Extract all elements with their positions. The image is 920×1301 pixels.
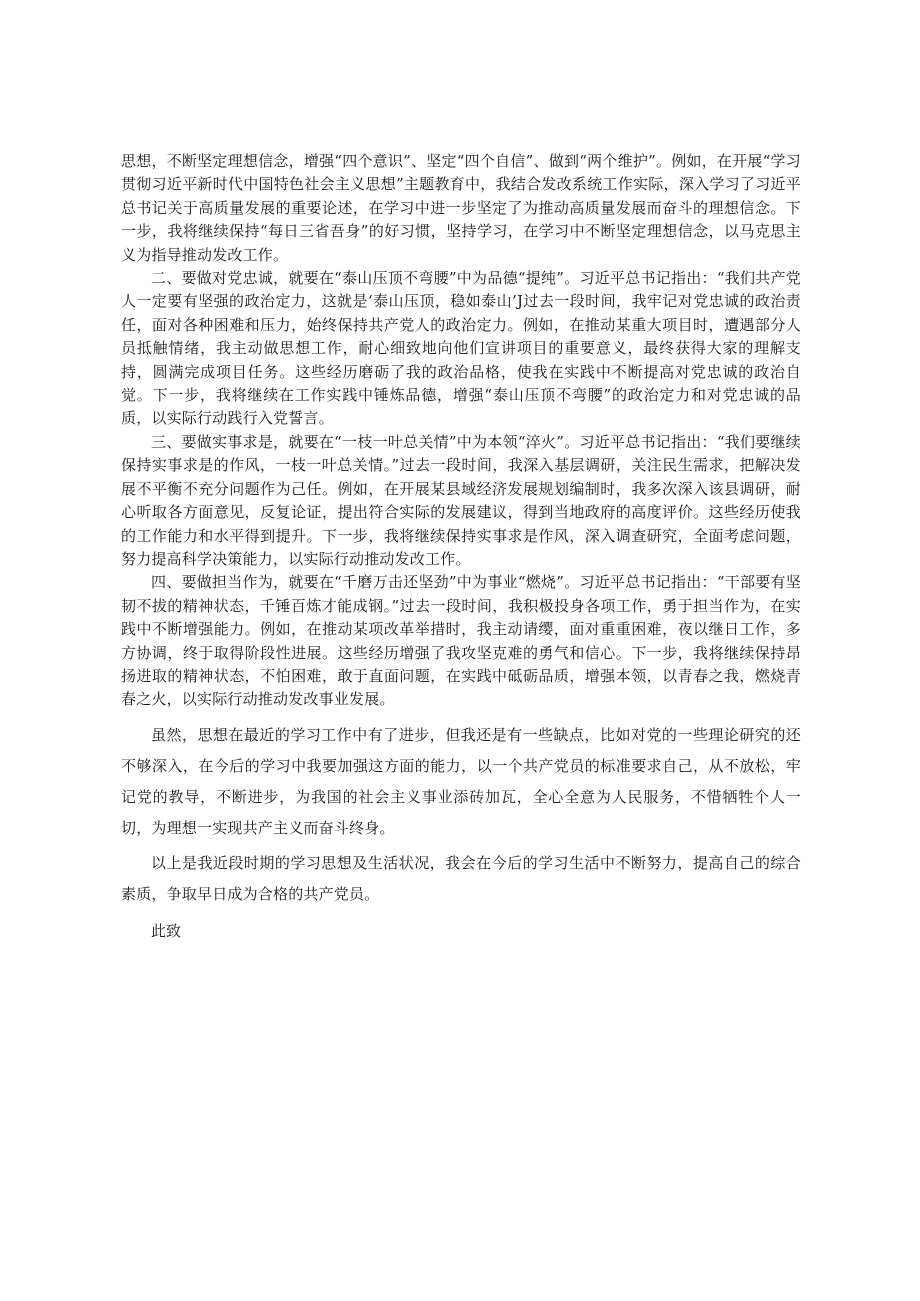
- paragraph-continuation: 思想，不断坚定理想信念，增强“四个意识”、坚定“四个自信”、做到“两个维护”。例如，在开展“学习贯彻习近平新时代中国特色社会主义思想”主题教育中，我结合发改系统工作实际，深入学习了习近平总书记关于高质量发展的重要论述，在学习中进一步坚定了为推动高质量发展而奋斗的理想信念。下一步，我将继续保持“每日三省吾身”的好习惯，坚持学习，在学习中不断坚定理想信念，以马克思主义为指导推动发改工作。: [121, 152, 801, 264]
- paragraph-shortcomings: 虽然，思想在最近的学习工作中有了进步，但我还是有一些缺点，比如对党的一些理论研究的还不够深入，在今后的学习中我要加强这方面的能力，以一个共产党员的标准要求自己，从不放松，牢记党的教导，不断进步，为我国的社会主义事业添砖加瓦，全心全意为人民服务，不惜牺牲个人一切，为理想一实现共产主义而奋斗终身。: [121, 725, 801, 837]
- document-body: [121, 150, 801, 947]
- paragraph-point-four: 四、要做担当作为，就要在“千磨万击还坚劲”中为事业“燃烧”。习近平总书记指出：“干部要有坚韧不拔的精神状态，千锤百炼才能成钢。”过去一段时间，我积极投身各项工作，勇于担当作为，在实践中不断增强能力。例如，在推动某项改革举措时，我主动请缨，面对重重困难，夜以继日工作，多方协调，终于取得阶段性进展。这些经历增强了我攻坚克难的勇气和信心。下一步，我将继续保持昂扬进取的精神状态，不怕困难，敢于直面问题，在实践中砥砺品质，增强本领，以青春之我，燃烧青春之火，以实际行动推动发改事业发展。: [121, 573, 801, 709]
- paragraph-summary: 以上是我近段时期的学习思想及生活状况，我会在今后的学习生活中不断努力，提高自己的综合素质，争取早日成为合格的共产党员。: [121, 853, 801, 903]
- paragraph-point-three: 三、要做实事求是，就要在“一枝一叶总关情”中为本领“淬火”。习近平总书记指出：“我们要继续保持实事求是的作风，一枝一叶总关情。”过去一段时间，我深入基层调研，关注民生需求，把解决发展不平衡不充分问题作为己任。例如，在开展某县域经济发展规划编制时，我多次深入该县调研，耐心听取各方面意见，反复论证，提出符合实际的发展建议，得到当地政府的高度评价。这些经历使我的工作能力和水平得到提升。下一步，我将继续保持实事求是作风，深入调查研究，全面考虑问题，努力提高科学决策能力，以实际行动推动发改工作。: [121, 432, 801, 568]
- paragraph-point-two: 二、要做对党忠诚，就要在“泰山压顶不弯腰”中为品德“提纯”。习近平总书记指出：“我们共产党人一定要有坚强的政治定力，这就是‘泰山压顶，稳如泰山’J过去一段时间，我牢记对党忠诚的政治责任，面对各种困难和压力，始终保持共产党人的政治定力。例如，在推动某重大项目时，遭遇部分人员抵触情绪，我主动做思想工作，耐心细致地向他们宣讲项目的重要意义，最终获得大家的理解支持，圆满完成项目任务。这些经历磨砺了我的政治品格，使我在实践中不断提高对党忠诚的政治自觉。下一步，我将继续在工作实践中锤炼品德，增强“泰山压顶不弯腰”的政治定力和对党忠诚的品质，以实际行动践行入党誓言。: [121, 269, 801, 428]
- closing-salutation: 此致: [151, 921, 182, 940]
